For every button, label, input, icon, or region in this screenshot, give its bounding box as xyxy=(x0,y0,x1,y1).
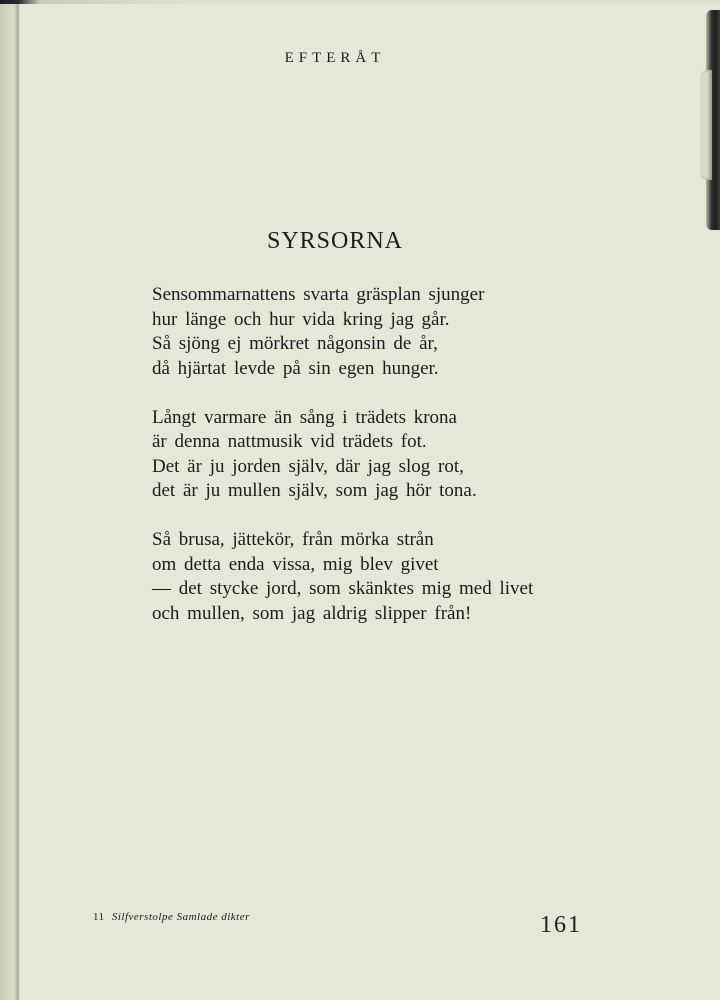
poem-line: Det är ju jorden själv, där jag slog rot, xyxy=(152,455,464,477)
poem-line: det är ju mullen själv, som jag hör tona. xyxy=(152,480,477,501)
poem-line: — det stycke jord, som skänktes mig med livet xyxy=(152,578,534,599)
stanza xyxy=(152,406,612,504)
poem-line: och mullen, som jag aldrig slipper från! xyxy=(152,602,472,624)
stanza xyxy=(152,283,612,381)
page-number: 161 xyxy=(540,912,582,938)
page-top-edge xyxy=(0,0,720,4)
poem-line: Långt varmare än sång i trädets krona xyxy=(152,406,457,428)
poem-title: SYRSORNA xyxy=(266,228,404,254)
poem-body xyxy=(152,283,612,626)
poem-line: hur länge och hur vida kring jag går. xyxy=(152,308,450,330)
poem-line: Så brusa, jättekör, från mörka strån xyxy=(152,529,434,550)
book-title: Silfverstolpe Samlade dikter xyxy=(111,911,250,923)
poem-line: då hjärtat levde på sin egen hunger. xyxy=(152,357,439,379)
poem-line: Sensommarnattens svarta gräsplan sjunger xyxy=(152,284,485,305)
poem-line: om detta enda vissa, mig blev givet xyxy=(152,553,439,575)
signature-line xyxy=(93,911,250,923)
thumb-index-notch xyxy=(700,70,712,180)
running-head: EFTERÅT xyxy=(284,50,386,66)
page-gutter xyxy=(0,0,20,1000)
poem-line: är denna nattmusik vid trädets fot. xyxy=(152,431,427,452)
signature-mark: 11 xyxy=(93,911,105,923)
poem-line: Så sjöng ej mörkret någonsin de år, xyxy=(152,333,438,354)
stanza xyxy=(152,528,612,626)
